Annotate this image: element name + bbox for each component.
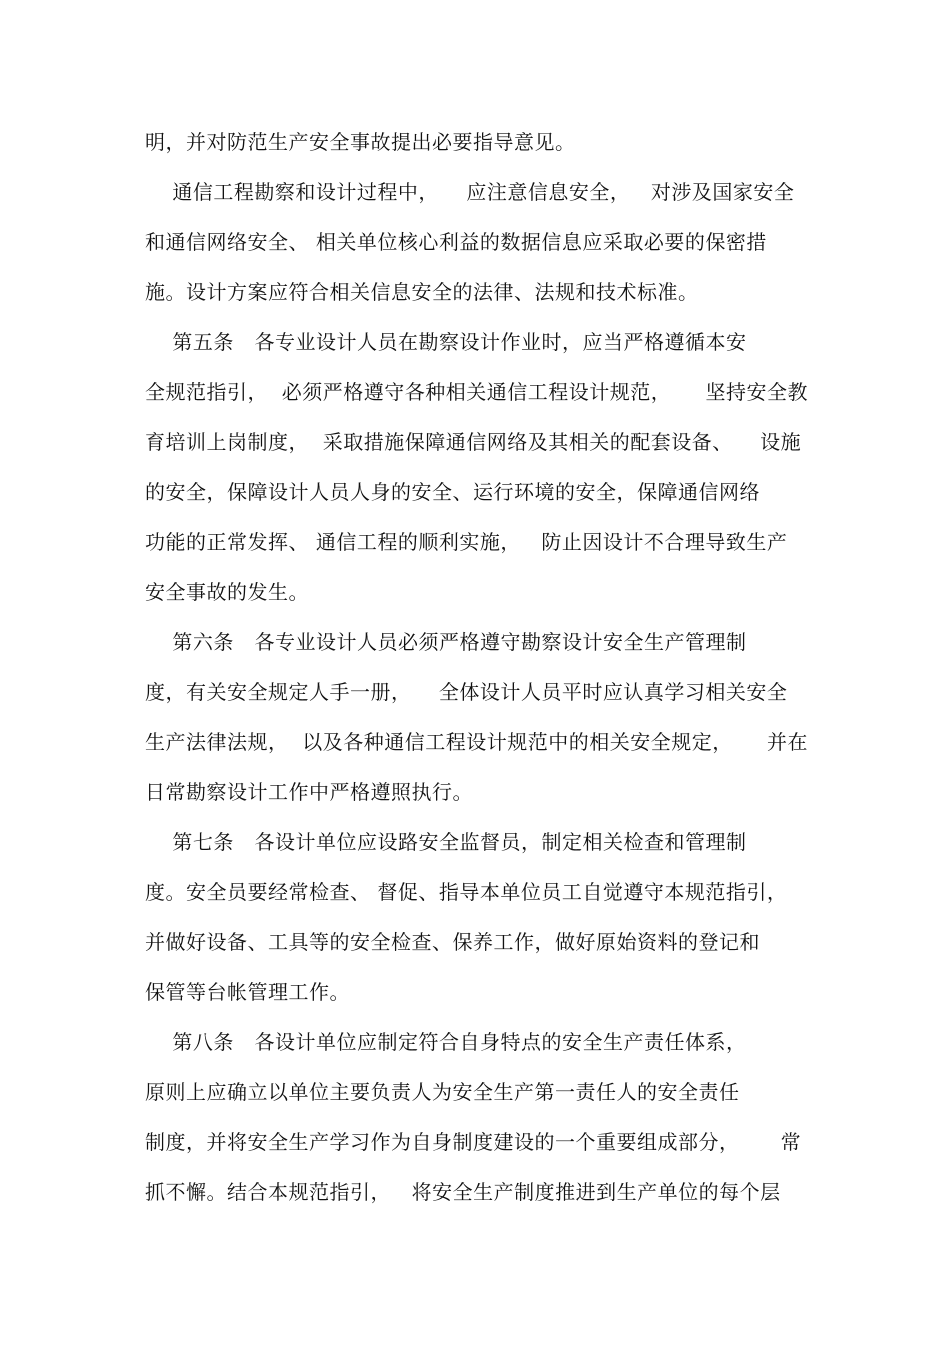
text-line: 第六条 各专业设计人员必须严格遵守勘察设计安全生产管理制: [145, 630, 747, 654]
text-line: 的安全，保障设计人员人身的安全、运行环境的安全，保障通信网络: [145, 480, 760, 504]
text-line: 通信工程勘察和设计过程中， 应注意信息安全， 对涉及国家安全: [145, 180, 795, 204]
text-line: 明，并对防范生产安全事故提出必要指导意见。: [145, 130, 576, 154]
text-line: 度，有关安全规定人手一册， 全体设计人员平时应认真学习相关安全: [145, 680, 788, 704]
text-line: 日常勘察设计工作中严格遵照执行。: [145, 780, 473, 804]
text-line: 度。安全员要经常检查、 督促、指导本单位员工自觉遵守本规范指引，: [145, 880, 788, 904]
text-line: 并做好设备、工具等的安全检查、保养工作，做好原始资料的登记和: [145, 930, 760, 954]
text-line: 施。设计方案应符合相关信息安全的法律、法规和技术标准。: [145, 280, 699, 304]
text-line: 抓不懈。结合本规范指引， 将安全生产制度推进到生产单位的每个层: [145, 1180, 781, 1204]
text-line: 和通信网络安全、 相关单位核心利益的数据信息应采取必要的保密措: [145, 230, 767, 254]
text-line: 第五条 各专业设计人员在勘察设计作业时，应当严格遵循本安: [145, 330, 747, 354]
text-line: 生产法律法规， 以及各种通信工程设计规范中的相关安全规定， 并在: [145, 730, 809, 754]
text-line: 功能的正常发挥、 通信工程的顺利实施， 防止因设计不合理导致生产: [145, 530, 788, 554]
text-line: 第七条 各设计单位应设路安全监督员，制定相关检查和管理制: [145, 830, 747, 854]
text-line: 全规范指引， 必须严格遵守各种相关通信工程设计规范， 坚持安全教: [145, 380, 809, 404]
text-line: 原则上应确立以单位主要负责人为安全生产第一责任人的安全责任: [145, 1080, 740, 1104]
text-line: 制度，并将安全生产学习作为自身制度建设的一个重要组成部分， 常: [145, 1130, 802, 1154]
text-line: 育培训上岗制度， 采取措施保障通信网络及其相关的配套设备、 设施: [145, 430, 802, 454]
text-line: 第八条 各设计单位应制定符合自身特点的安全生产责任体系，: [145, 1030, 747, 1054]
text-line: 保管等台帐管理工作。: [145, 980, 350, 1004]
text-line: 安全事故的发生。: [145, 580, 309, 604]
